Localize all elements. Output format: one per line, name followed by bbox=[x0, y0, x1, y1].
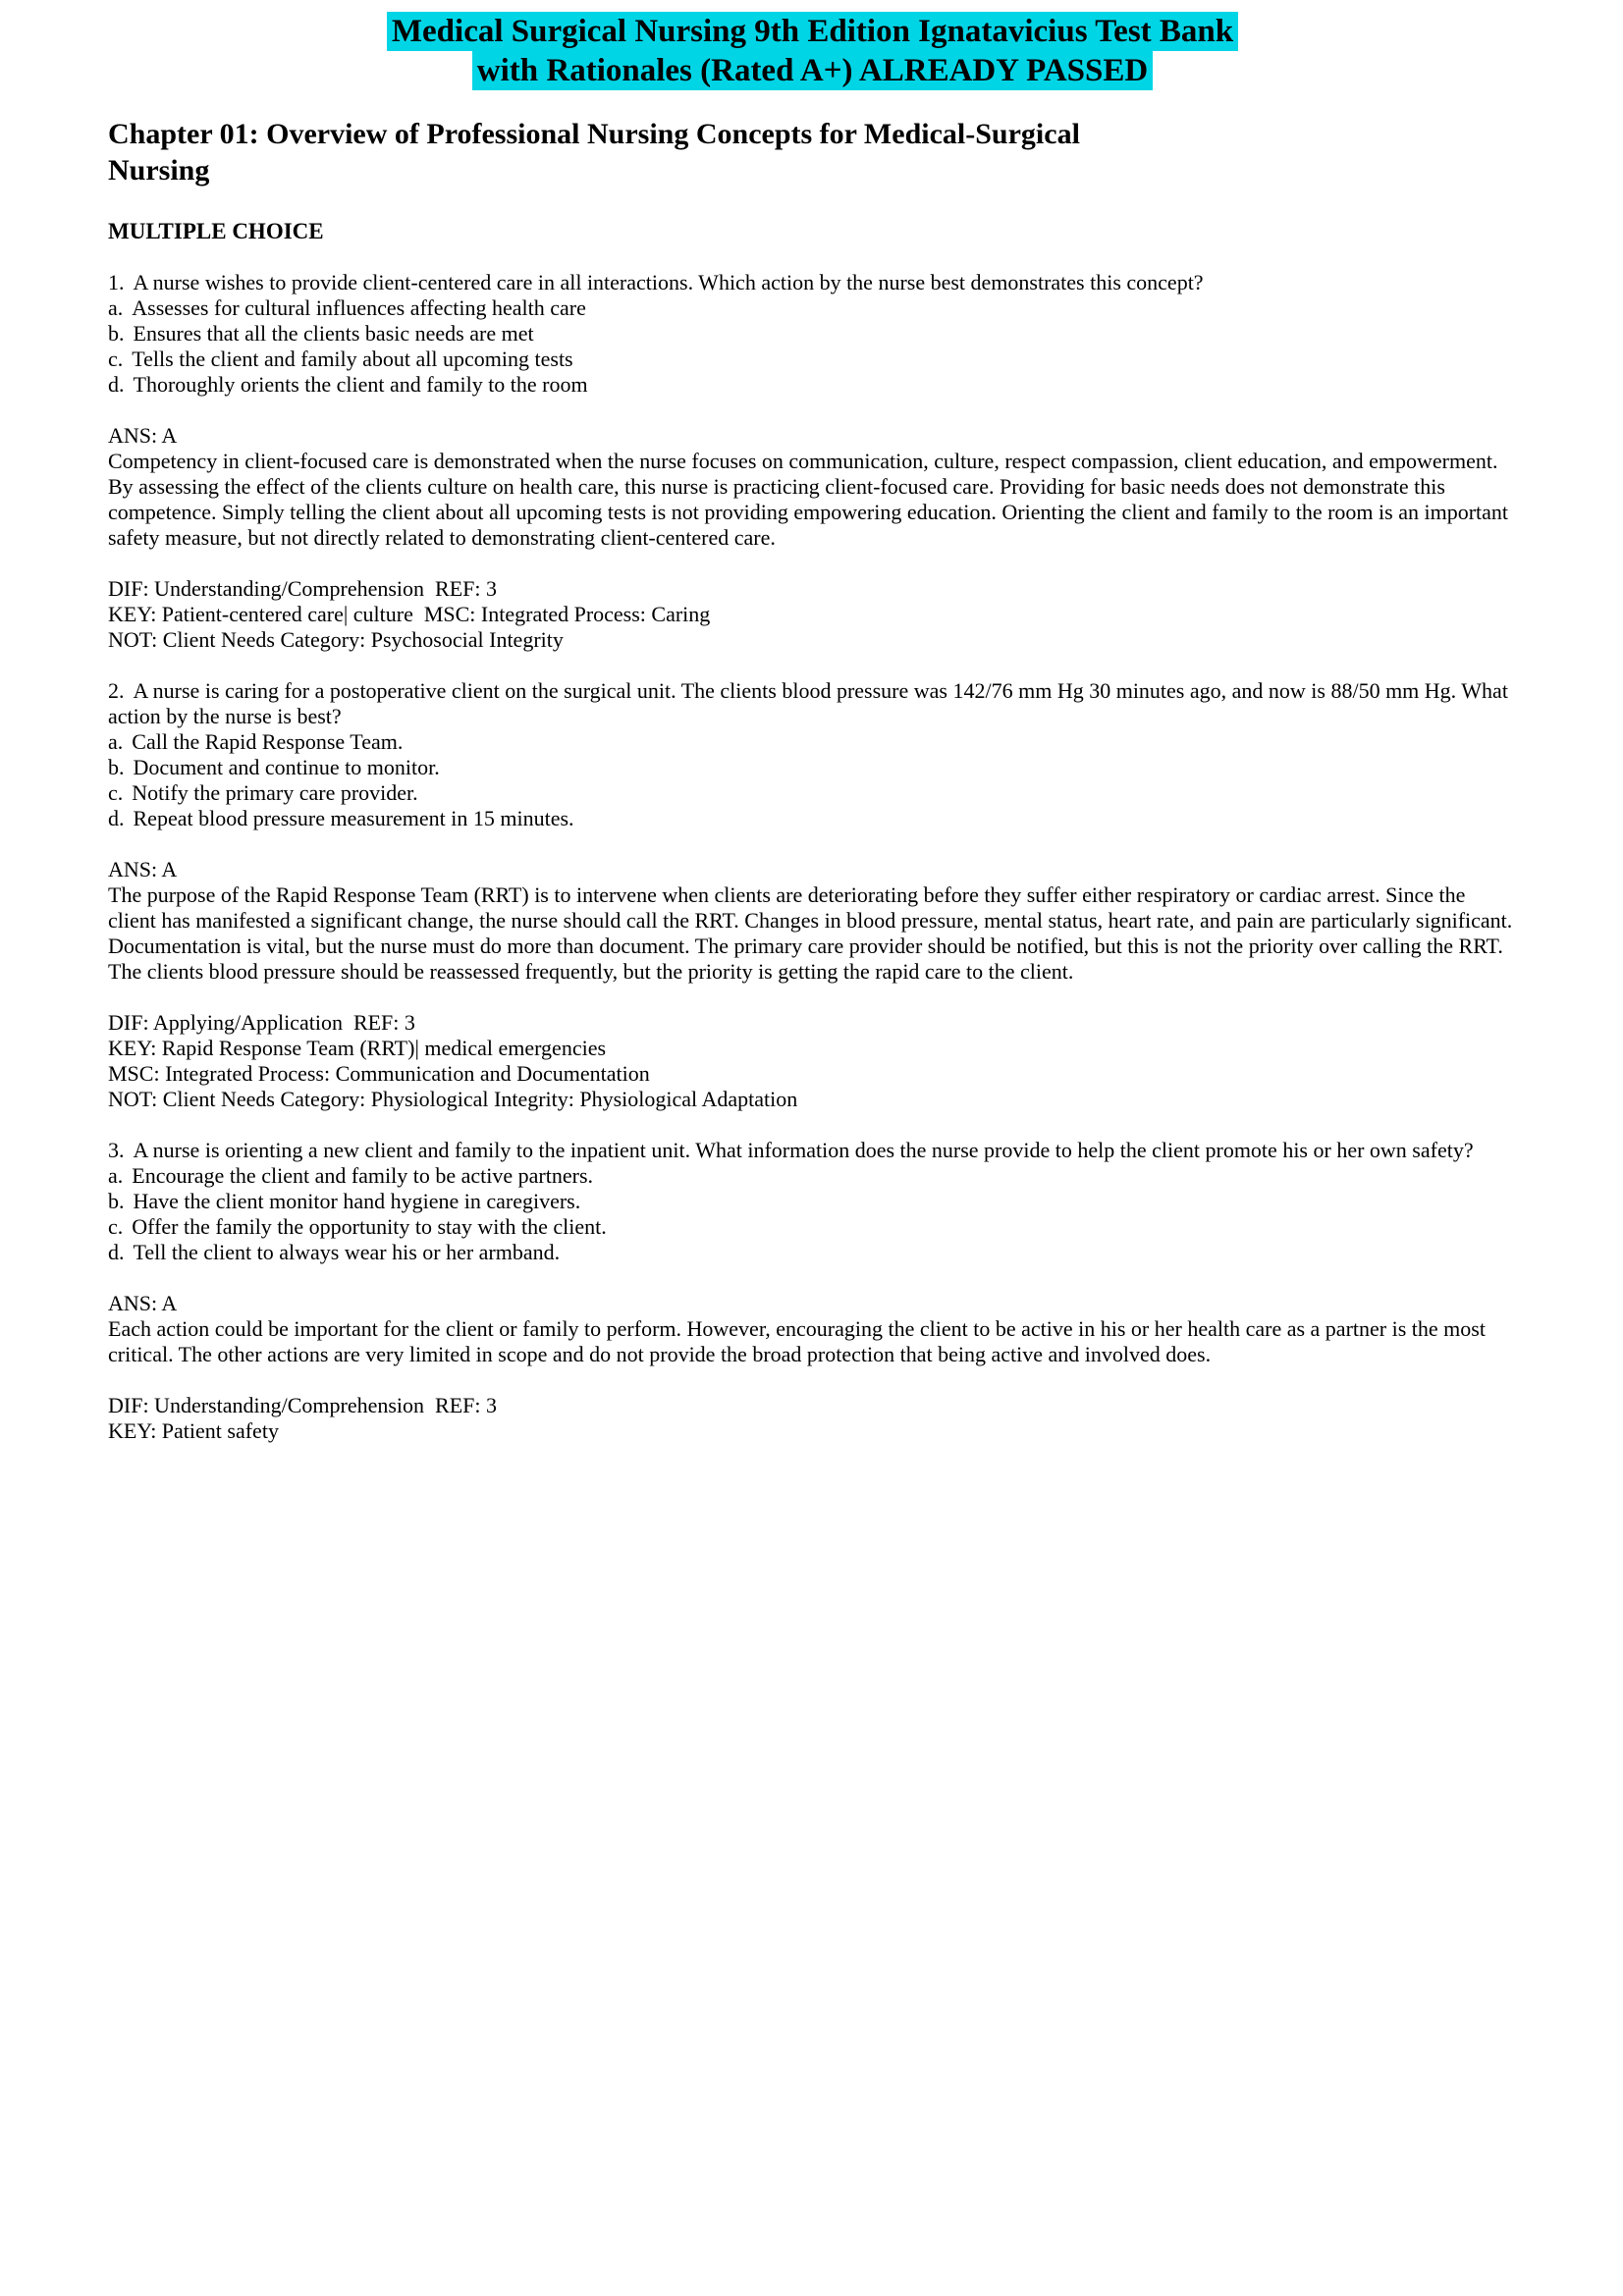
section-heading: MULTIPLE CHOICE bbox=[108, 219, 324, 243]
question-block-3 bbox=[108, 1138, 1517, 1444]
option-row-d bbox=[108, 806, 1517, 831]
meta-line-dif: DIF: Understanding/Comprehension REF: 3 bbox=[108, 1393, 497, 1417]
option-letter: c. bbox=[108, 780, 124, 805]
option-text: Document and continue to monitor. bbox=[133, 755, 440, 779]
option-text: Call the Rapid Response Team. bbox=[132, 729, 404, 754]
option-letter: b. bbox=[108, 1189, 125, 1213]
meta-line-dif: DIF: Understanding/Comprehension REF: 3 bbox=[108, 576, 497, 601]
option-text: Offer the family the opportunity to stay with the client. bbox=[132, 1214, 607, 1239]
meta-line-msc: MSC: Integrated Process: Communication and Documentation bbox=[108, 1061, 650, 1086]
option-letter: b. bbox=[108, 321, 125, 346]
meta-line-dif: DIF: Applying/Application REF: 3 bbox=[108, 1010, 415, 1035]
meta-line-key: KEY: Patient-centered care| culture MSC: Integrated Process: Caring bbox=[108, 602, 711, 626]
meta-line-not: NOT: Client Needs Category: Psychosocial Integrity bbox=[108, 627, 564, 652]
option-row-b bbox=[108, 321, 1517, 347]
meta-line-key: KEY: Rapid Response Team (RRT)| medical emergencies bbox=[108, 1036, 607, 1060]
option-text: Assesses for cultural influences affecting health care bbox=[132, 295, 586, 320]
document-title-line-2: with Rationales (Rated A+) ALREADY PASSED bbox=[472, 51, 1153, 90]
option-letter: c. bbox=[108, 347, 124, 371]
option-text: Repeat blood pressure measurement in 15 minutes. bbox=[133, 806, 574, 830]
option-row-c bbox=[108, 1214, 1517, 1240]
option-letter: a. bbox=[108, 729, 124, 754]
rationale-text: Competency in client-focused care is demonstrated when the nurse focuses on communication, culture, respect compassion, client education, and empowerment. By assessing the effect of the clients culture on health care, this nurse is practicing client-focused care. Providing for basic needs does not demonstrate this competence. Simply telling the client about all upcoming tests is not providing empowering education. Orienting the client and family to the room is an important safety measure, but not directly related to demonstrating client-centered care. bbox=[108, 449, 1509, 550]
option-row-c bbox=[108, 780, 1517, 806]
option-row-b bbox=[108, 755, 1517, 780]
option-row-c bbox=[108, 347, 1517, 372]
document-title-line-1: Medical Surgical Nursing 9th Edition Ignatavicius Test Bank bbox=[387, 12, 1238, 51]
option-row-d bbox=[108, 1240, 1517, 1265]
option-letter: d. bbox=[108, 372, 125, 397]
question-stem bbox=[108, 678, 1517, 729]
option-text: Tell the client to always wear his or her armband. bbox=[133, 1240, 561, 1264]
question-stem bbox=[108, 1138, 1517, 1163]
question-number: 3. bbox=[108, 1138, 125, 1162]
question-stem-text: A nurse is caring for a postoperative client on the surgical unit. The clients blood pressure was 142/76 mm Hg 30 minutes ago, and now is 88/50 mm Hg. What action by the nurse is best? bbox=[108, 678, 1508, 728]
question-block-2 bbox=[108, 678, 1517, 1112]
option-letter: d. bbox=[108, 806, 125, 830]
question-stem-text: A nurse is orienting a new client and family to the inpatient unit. What information does the nurse provide to help the client promote his or her own safety? bbox=[133, 1138, 1474, 1162]
question-number: 1. bbox=[108, 270, 125, 294]
option-text: Encourage the client and family to be active partners. bbox=[132, 1163, 594, 1188]
option-row-a bbox=[108, 729, 1517, 755]
option-text: Have the client monitor hand hygiene in caregivers. bbox=[133, 1189, 581, 1213]
rationale-text: Each action could be important for the client or family to perform. However, encouraging the client to be active in his or her health care as a partner is the most critical. The other actions are very limited in scope and do not provide the broad protection that being active and involved does. bbox=[108, 1316, 1486, 1366]
option-text: Thoroughly orients the client and family to the room bbox=[133, 372, 588, 397]
document-title bbox=[108, 12, 1517, 90]
answer-line: ANS: A bbox=[108, 857, 178, 881]
option-letter: c. bbox=[108, 1214, 124, 1239]
option-text: Tells the client and family about all upcoming tests bbox=[132, 347, 573, 371]
meta-line-key: KEY: Patient safety bbox=[108, 1418, 279, 1443]
option-letter: a. bbox=[108, 295, 124, 320]
option-letter: d. bbox=[108, 1240, 125, 1264]
question-number: 2. bbox=[108, 678, 125, 703]
option-letter: b. bbox=[108, 755, 125, 779]
option-text: Notify the primary care provider. bbox=[132, 780, 418, 805]
option-row-b bbox=[108, 1189, 1517, 1214]
option-row-a bbox=[108, 295, 1517, 321]
answer-line: ANS: A bbox=[108, 423, 178, 448]
meta-line-not: NOT: Client Needs Category: Physiological Integrity: Physiological Adaptation bbox=[108, 1087, 798, 1111]
answer-line: ANS: A bbox=[108, 1291, 178, 1315]
question-block-1 bbox=[108, 270, 1517, 653]
question-stem bbox=[108, 270, 1517, 295]
option-row-a bbox=[108, 1163, 1517, 1189]
rationale-text: The purpose of the Rapid Response Team (RRT) is to intervene when clients are deteriorating before they suffer either respiratory or cardiac arrest. Since the client has manifested a significant change, the nurse should call the RRT. Changes in blood pressure, mental status, heart rate, and pain are particularly significant. Documentation is vital, but the nurse must do more than document. The primary care provider should be notified, but this is not the priority over calling the RRT. The clients blood pressure should be reassessed frequently, but the priority is getting the rapid care to the client. bbox=[108, 882, 1513, 984]
chapter-heading: Chapter 01: Overview of Professional Nursing Concepts for Medical-Surgical Nursing bbox=[108, 118, 1080, 187]
question-stem-text: A nurse wishes to provide client-centered care in all interactions. Which action by the nurse best demonstrates this concept? bbox=[133, 270, 1204, 294]
option-row-d bbox=[108, 372, 1517, 398]
option-text: Ensures that all the clients basic needs are met bbox=[133, 321, 534, 346]
option-letter: a. bbox=[108, 1163, 124, 1188]
